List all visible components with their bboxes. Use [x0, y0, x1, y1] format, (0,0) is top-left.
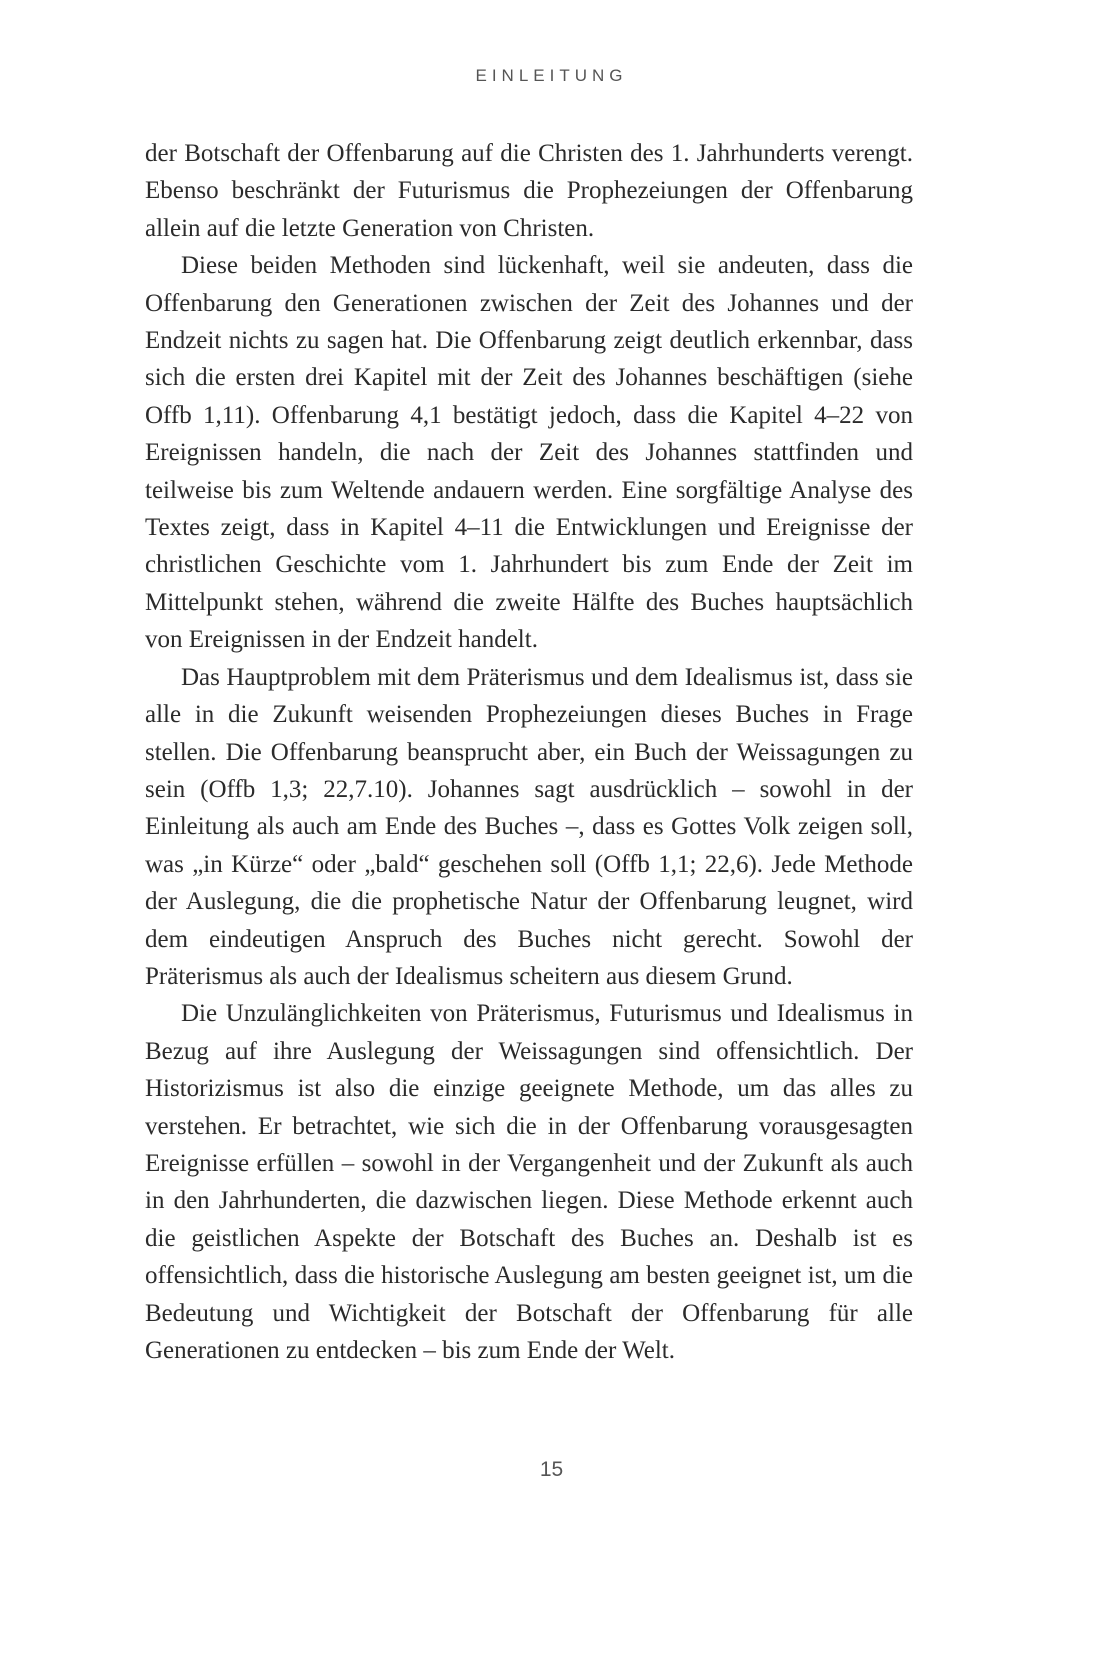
paragraph-2: Diese beiden Methoden sind lückenhaft, weil sie andeuten, dass die Offenbarung den Generationen zwischen der Zeit des Johannes und der Endzeit nichts zu sagen hat. Die Offenbarung zeigt deutlich erkennbar, dass sich die ersten drei Kapitel mit der Zeit des Johannes beschäftigen (siehe Offb 1,11). Offenbarung 4,1 bestätigt jedoch, dass die Kapitel 4–22 von Ereignissen handeln, die nach der Zeit des Johannes stattfinden und teilweise bis zum Weltende andauern werden. Eine sorgfältige Analyse des Textes zeigt, dass in Kapitel 4–11 die Entwicklungen und Ereignisse der christlichen Geschichte vom 1. Jahrhundert bis zum Ende der Zeit im Mittelpunkt stehen, während die zweite Hälfte des Buches hauptsächlich von Ereignissen in der Endzeit handelt. [145, 252, 913, 654]
body-text [145, 135, 913, 1369]
paragraph-3: Das Hauptproblem mit dem Präterismus und dem Idealismus ist, dass sie alle in die Zukunft weisenden Prophezeiungen dieses Buches in Frage stellen. Die Offenbarung beansprucht aber, ein Buch der Weissagungen zu sein (Offb 1,3; 22,7.10). Johannes sagt ausdrücklich – sowohl in der Einleitung als auch am Ende des Buches –, dass es Gottes Volk zeigen soll, was „in Kürze“ oder „bald“ geschehen soll (Offb 1,1; 22,6). Jede Methode der Auslegung, die die prophetische Natur der Offenbarung leugnet, wird dem eindeutigen Anspruch des Buches nicht gerecht. Sowohl der Präterismus als auch der Idealismus scheitern aus diesem Grund. [145, 663, 913, 990]
paragraph-1: der Botschaft der Offenbarung auf die Christen des 1. Jahrhunderts verengt. Ebenso beschränkt der Futurismus die Prophezeiungen der Offenbarung allein auf die letzte Generation von Christen. [145, 140, 913, 242]
paragraph-4: Die Unzulänglichkeiten von Präterismus, Futurismus und Idealismus in Bezug auf ihre Auslegung der Weissagungen sind offensichtlich. Der Historizismus ist also die einzige geeignete Methode, um das alles zu verstehen. Er betrachtet, wie sich die in der Offenbarung vorausgesagten Ereignisse erfüllen – sowohl in der Vergangenheit und der Zukunft als auch in den Jahrhunderten, die dazwischen liegen. Diese Methode erkennt auch die geistlichen Aspekte der Botschaft des Buches an. Deshalb ist es offensichtlich, dass die historische Auslegung am besten geeignet ist, um die Bedeutung und Wichtigkeit der Botschaft der Offenbarung für alle Generationen zu entdecken – bis zum Ende der Welt. [145, 1000, 913, 1364]
page-number: 15 [539, 1458, 564, 1481]
running-head: EINLEITUNG [475, 66, 628, 85]
